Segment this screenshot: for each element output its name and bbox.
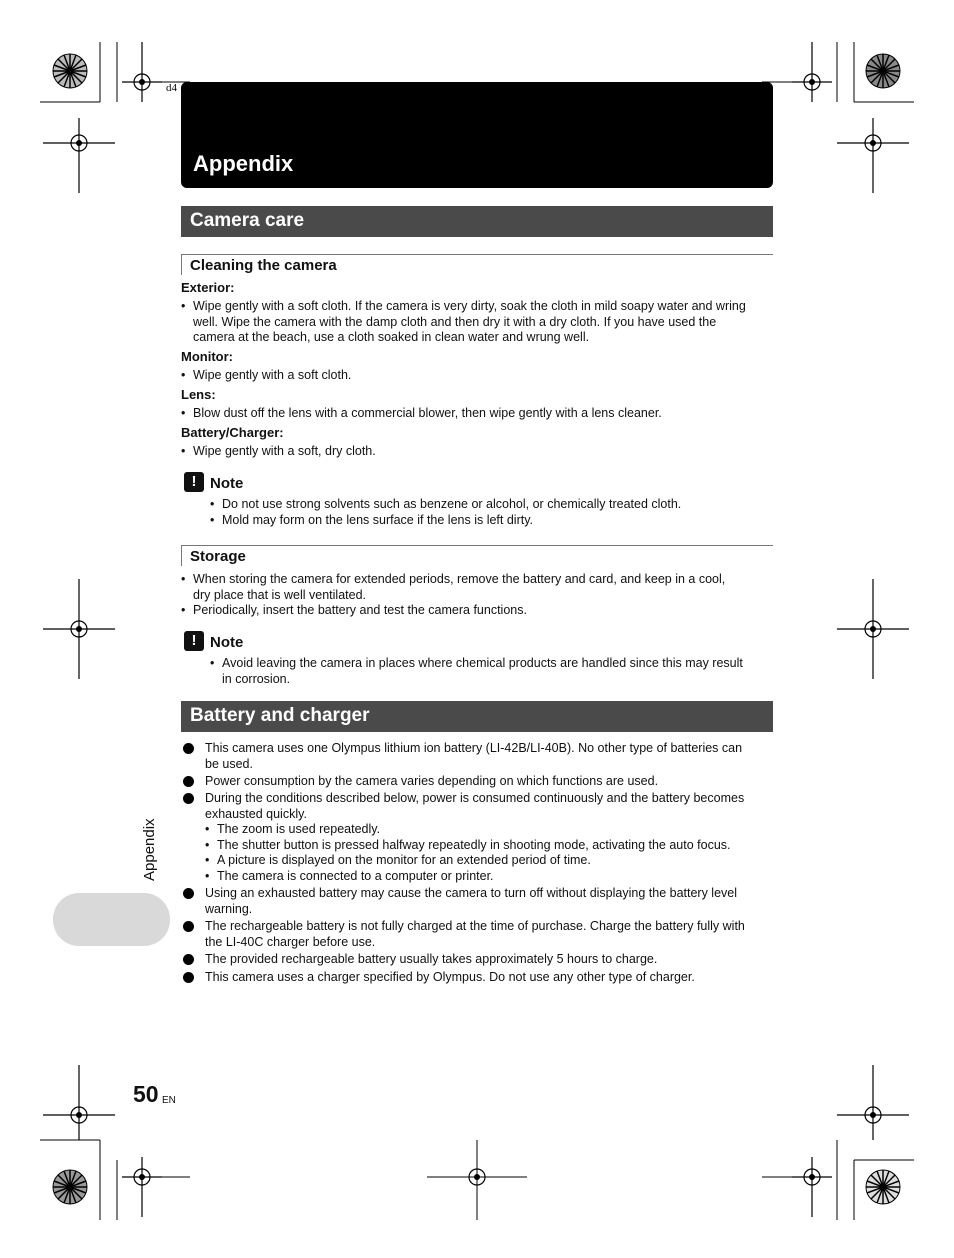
text-line: well. Wipe the camera with the damp cloth and then dry it with a dry cloth. If you have used the: [193, 314, 717, 329]
battery-paragraph: The provided rechargeable battery usually takes approximately 5 hours to charge.: [205, 952, 658, 966]
label-lens: Lens:: [181, 387, 216, 402]
text-line: The rechargeable battery is not fully charged at the time of purchase. Charge the battery fully with: [205, 919, 745, 933]
bullet: •: [181, 444, 186, 458]
bullet-disc: [183, 743, 194, 754]
storage-item: Periodically, insert the battery and test the camera functions.: [193, 603, 527, 617]
battery-paragraph: This camera uses a charger specified by Olympus. Do not use any other type of charger.: [205, 970, 695, 984]
bullet: •: [205, 838, 210, 852]
document-code: d4: [166, 82, 177, 94]
section-bar-battery: [181, 701, 773, 732]
subheading-storage: [181, 545, 773, 568]
text-line: exhausted quickly.: [205, 806, 307, 821]
battery-paragraph: [205, 791, 744, 822]
exclamation-icon: !: [184, 631, 204, 651]
battery-paragraph: [205, 886, 737, 917]
text-line: During the conditions described below, power is consumed continuously and the battery becomes: [205, 791, 745, 805]
side-tab-label: Appendix: [141, 818, 158, 881]
text-line: in corrosion.: [222, 671, 291, 686]
bullet-disc: [183, 921, 194, 932]
bullet-disc: [183, 776, 194, 787]
bullet-disc: [183, 954, 194, 965]
note-item: Mold may form on the lens surface if the lens is left dirty.: [222, 513, 534, 527]
text-line: Using an exhausted battery may cause the camera to turn off without displaying the battery level: [205, 886, 738, 900]
sub-item: The shutter button is pressed halfway repeatedly in shooting mode, activating the auto focus.: [217, 838, 731, 852]
sub-item: The zoom is used repeatedly.: [217, 822, 381, 836]
exterior-text: [193, 299, 746, 346]
subheading-title: Cleaning the camera: [190, 257, 337, 274]
page-language: EN: [162, 1095, 176, 1106]
text-line: warning.: [205, 901, 253, 916]
text-line: the LI-40C charger before use.: [205, 934, 376, 949]
sub-item: The camera is connected to a computer or printer.: [217, 869, 494, 883]
subheading-title: Storage: [190, 548, 246, 565]
section-title: Battery and charger: [190, 705, 370, 726]
page-number: 50: [133, 1081, 159, 1107]
storage-item: [193, 572, 725, 603]
section-bar-camera-care: [181, 206, 773, 237]
note-label: Note: [210, 475, 244, 492]
sub-item: A picture is displayed on the monitor for an extended period of time.: [217, 853, 591, 867]
exclamation-icon: !: [184, 472, 204, 492]
bullet: •: [210, 656, 215, 670]
text-line: This camera uses one Olympus lithium ion battery (LI-42B/LI-40B). No other type of batteries can: [205, 741, 743, 755]
note-label: Note: [210, 634, 244, 651]
section-title: Camera care: [190, 210, 305, 231]
text-line: camera at the beach, use a cloth soaked in clean water and wrung well.: [193, 330, 590, 345]
bullet: •: [181, 406, 186, 420]
bullet: •: [210, 497, 215, 511]
bullet: •: [181, 299, 186, 313]
bullet-disc: [183, 793, 194, 804]
text-line: dry place that is well ventilated.: [193, 587, 367, 602]
bullet: •: [181, 603, 186, 617]
bullet: •: [181, 368, 186, 382]
chapter-side-tab: [53, 893, 170, 946]
label-monitor: Monitor:: [181, 349, 233, 364]
bullet: •: [181, 572, 186, 586]
note-item: [222, 656, 743, 687]
lens-text: Blow dust off the lens with a commercial blower, then wipe gently with a lens cleaner.: [193, 406, 662, 420]
bullet: •: [205, 853, 210, 867]
battery-paragraph: Power consumption by the camera varies depending on which functions are used.: [205, 774, 659, 788]
note-item: Do not use strong solvents such as benzene or alcohol, or chemically treated cloth.: [222, 497, 682, 511]
text-line: When storing the camera for extended periods, remove the battery and card, and keep in a cool,: [193, 572, 726, 586]
subheading-cleaning: [181, 254, 773, 277]
bullet-disc: [183, 888, 194, 899]
battery-paragraph: [205, 919, 745, 950]
bullet: •: [205, 822, 210, 836]
chapter-title: Appendix: [193, 151, 294, 176]
label-battery-charger: Battery/Charger:: [181, 425, 284, 440]
bullet-disc: [183, 972, 194, 983]
battery-paragraph: [205, 741, 742, 772]
monitor-text: Wipe gently with a soft cloth.: [193, 368, 352, 382]
bullet: •: [205, 869, 210, 883]
text-line: Wipe gently with a soft cloth. If the camera is very dirty, soak the cloth in mild soapy water and wring: [193, 299, 746, 313]
battery-charger-text: Wipe gently with a soft, dry cloth.: [193, 444, 376, 458]
text-line: Avoid leaving the camera in places where chemical products are handled since this may result: [222, 656, 743, 670]
label-exterior: Exterior:: [181, 280, 235, 295]
text-line: be used.: [205, 756, 253, 771]
bullet: •: [210, 513, 215, 527]
